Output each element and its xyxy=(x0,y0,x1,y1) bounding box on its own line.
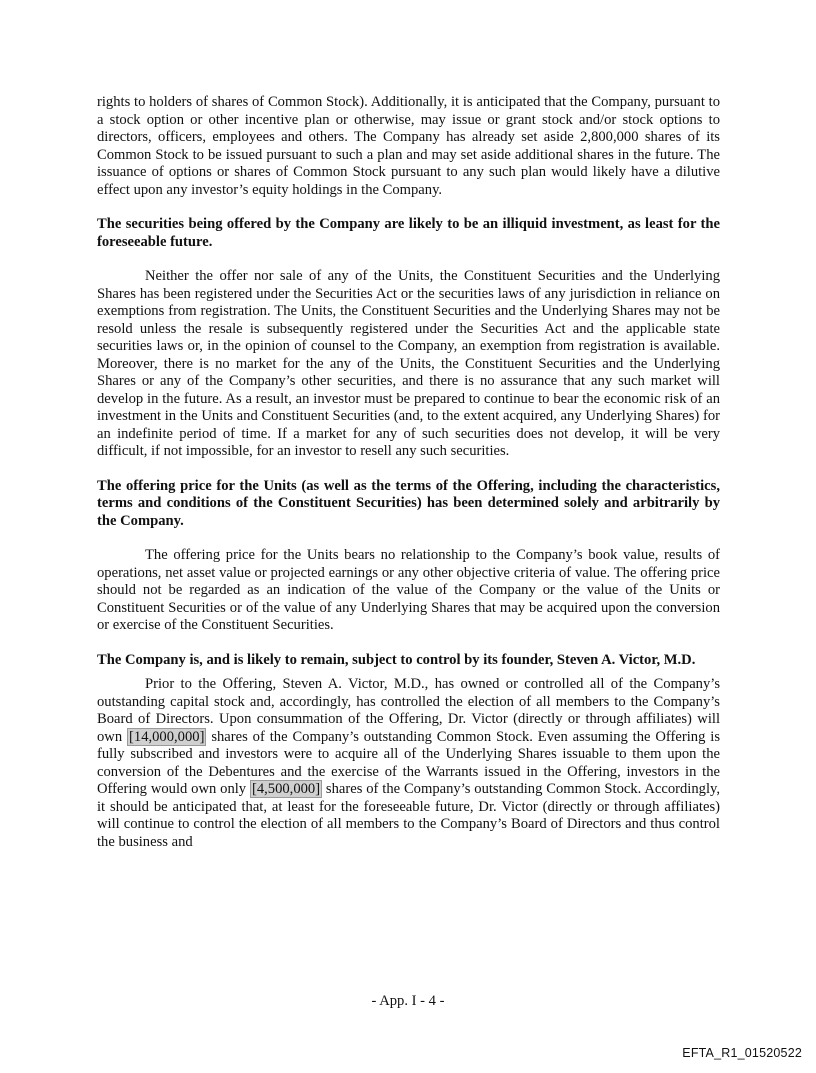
founder-text-part-a: Prior to the Offering, Steven A. Victor, M.D., has owned or controlled all of the Company’s outstanding capital stock and, accordingly, has controlled the election of all members to the Company’s Board of Directors. Upon consummation of the Offering, Dr. Victor (directly or through affiliates) will own xyxy=(97,676,720,745)
document-body xyxy=(97,94,720,851)
page-number: - App. I - 4 - xyxy=(371,993,445,1009)
founder-text-part-b: shares of the Company’s outstanding Common Stock. Even assuming the Offering is fully subscribed and investors were to acquire all of the Underlying Shares issuable to them upon the conversion of the Debentures and the exercise of the Warrants issued in the Offering, investors in the Offering would own only xyxy=(97,728,720,797)
bates-number: EFTA_R1_01520522 xyxy=(682,1046,802,1060)
heading-founder-control: The Company is, and is likely to remain, subject to control by its founder, Steven A. Victor, M.D. xyxy=(97,651,696,668)
paragraph-founder-control xyxy=(97,676,720,851)
founder-text-part-c: shares of the Company’s outstanding Common Stock. Accordingly, it should be anticipated that, at least for the foreseeable future, Dr. Victor (directly or through affiliates) will continue to control the election of all members to the Company’s Board of Directors and thus control the business and xyxy=(97,781,721,850)
investor-shares-highlight: [4,500,000] xyxy=(251,781,321,797)
paragraph-illiquid-investment: Neither the offer nor sale of any of the Units, the Constituent Securities and the Underlying Shares has been registered under the Securities Act or the securities laws of any jurisdiction in reliance on exemptions from registration. The Units, the Constituent Securities and the Underlying Shares may not be resold unless the resale is subsequently registered under the Securities Act and the applicable state securities laws or, in the opinion of counsel to the Company, an exemption from registration is available. Moreover, there is no market for the any of the Units, the Constituent Securities and the Underlying Shares or any of the Company’s other securities, and there is no assurance that any such market will develop in the future. As a result, an investor must be prepared to continue to bear the economic risk of an investment in the Units and Constituent Securities (and, to the extent acquired, any Underlying Shares) for an indefinite period of time. If a market for any of such securities does not develop, it will be very difficult, if not impossible, for an investor to resell any such securities. xyxy=(97,268,720,459)
founder-shares-highlight: [14,000,000] xyxy=(129,728,205,745)
heading-illiquid-investment: The securities being offered by the Company are likely to be an illiquid investment, as least for the foreseeable future. xyxy=(97,216,720,250)
paragraph-offering-price: The offering price for the Units bears no relationship to the Company’s book value, results of operations, net asset value or projected earnings or any other objective criteria of value. The offering price should not be regarded as an indication of the value of the Company or the value of the Units or Constituent Securities or of the value of any Underlying Shares that may be acquired upon the conversion or exercise of the Constituent Securities. xyxy=(97,547,720,633)
heading-offering-price: The offering price for the Units (as well as the terms of the Offering, including the characteristics, terms and conditions of the Constituent Securities) has been determined solely and arbitrarily by the Company. xyxy=(97,477,720,529)
paragraph-dilution-continued: rights to holders of shares of Common Stock). Additionally, it is anticipated that the Company, pursuant to a stock option or other incentive plan or otherwise, may issue or grant stock and/or stock options to directors, officers, employees and others. The Company has already set aside 2,800,000 shares of its Common Stock to be issued pursuant to such a plan and may set aside additional shares in the future. The issuance of options or shares of Common Stock pursuant to any such plan would likely have a dilutive effect upon any investor’s equity holdings in the Company. xyxy=(97,94,720,198)
